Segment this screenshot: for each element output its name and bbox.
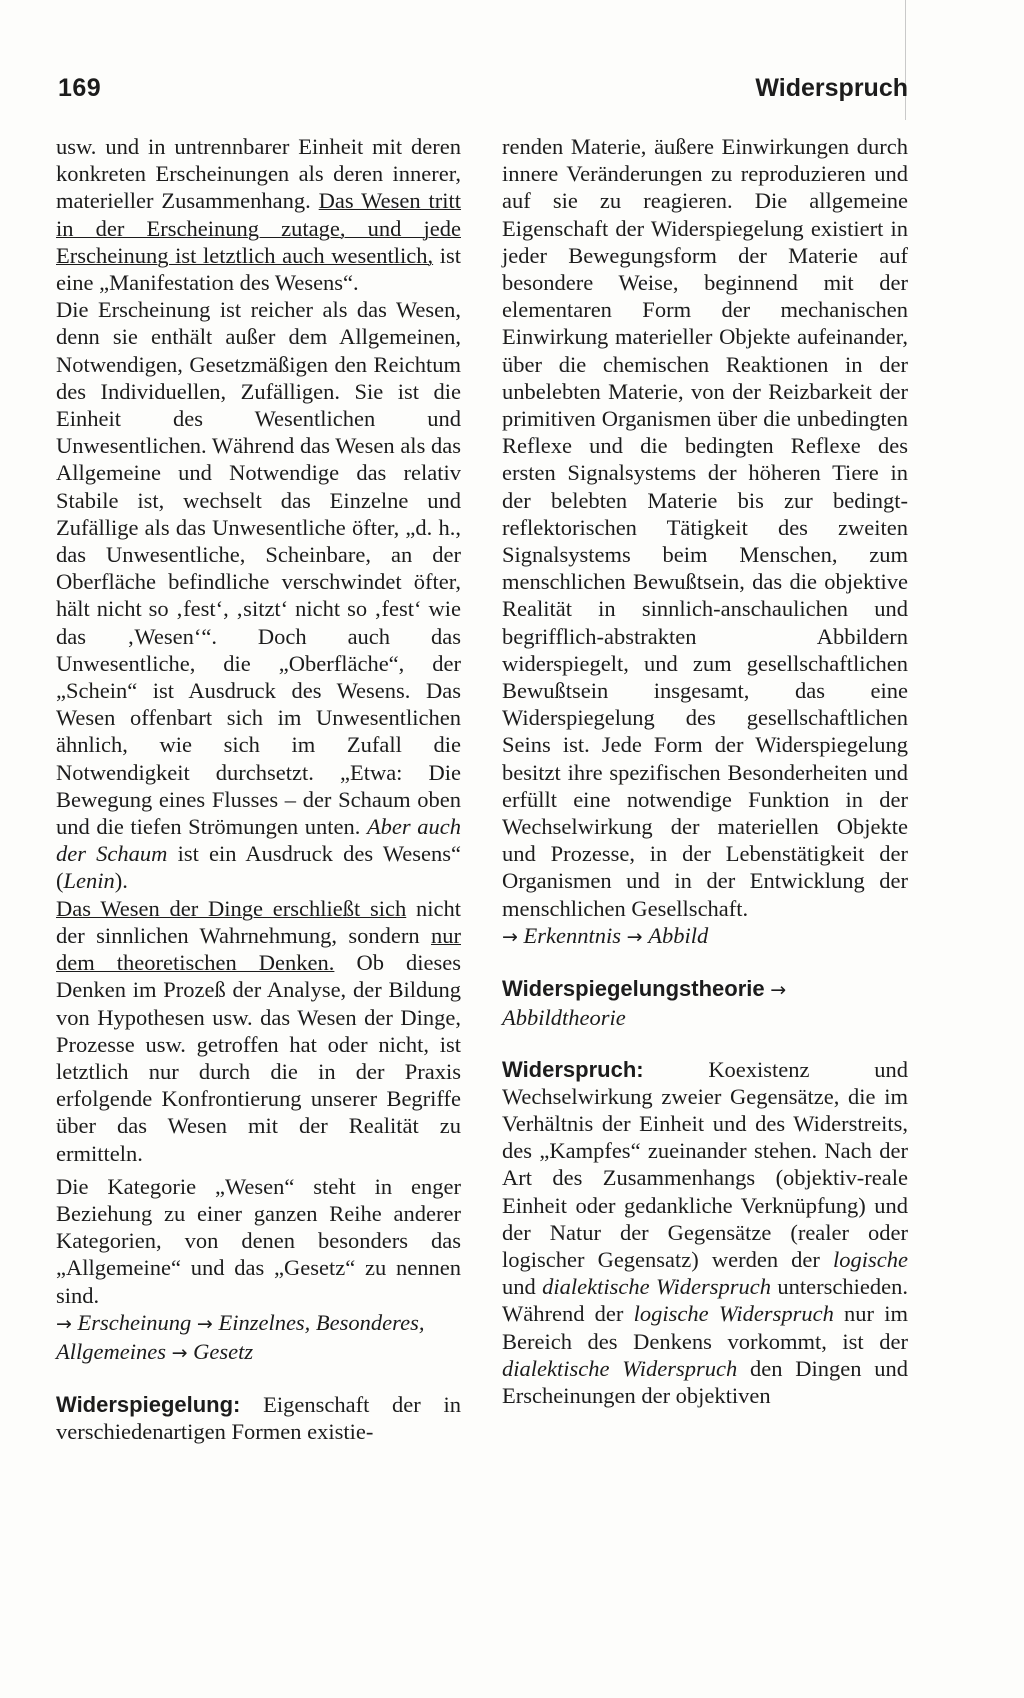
entry-term: Widerspiegelungstheorie <box>502 976 765 1002</box>
citation-source: Lenin <box>63 868 115 894</box>
paragraph <box>56 895 461 1167</box>
underlined-text: Das Wesen tritt in der Erscheinung zutage, und jede Erscheinung ist letztlich auch wesentlich, <box>56 188 462 268</box>
arrow-icon: → <box>196 1312 213 1335</box>
xref-link[interactable]: Erscheinung <box>77 1309 192 1335</box>
text: und <box>502 1274 536 1300</box>
cross-reference <box>502 922 908 951</box>
text: den Dingen und Erscheinungen der objektiven <box>502 1355 908 1408</box>
dictionary-entry <box>56 1391 461 1445</box>
page-number: 169 <box>58 74 102 102</box>
arrow-icon: → <box>770 979 787 1002</box>
text: nur im Bereich des Denkens vorkommt, ist der <box>502 1301 909 1354</box>
arrow-icon: → <box>56 1312 72 1335</box>
xref-link[interactable]: Abbild <box>648 922 709 948</box>
underlined-text: Das Wesen der Dinge erschließt sich <box>56 895 407 921</box>
xref-link[interactable]: Erkenntnis <box>523 922 622 948</box>
xref-link[interactable]: Einzelnes, Besonderes, Allgemeines <box>56 1309 425 1364</box>
text: renden Materie, äußere Einwirkungen durch innere Veränderungen zu reproduzieren und auf sie zu reagieren. Die allgemeine Eigenschaft der Widerspiegelung existiert in jeder Bewegungsform der Materie auf besondere Weise, beginnend mit der elementaren Form der mechanischen Einwirkung materieller Objekte aufeinander, über die chemischen Reaktionen in der unbelebten Materie, von der Reizbarkeit der primitiven Organismen über die unbedingten Reflexe und die bedingten Reflexe des ersten Signalsystems der höheren Tiere in der belebten Materie bis zur bedingt-reflektorischen Tätigkeit des zweiten Signalsystems beim Menschen, zum menschlichen Bewußtsein, das die objektive Realität in sinnlich-anschaulichen und begrifflich-abstrakten Abbildern widerspiegelt, und zum gesellschaftlichen Bewußtsein insgesamt, das eine Widerspiegelung des gesellschaftlichen Seins ist. Jede Form der Widerspiegelung besitzt ihre spezifischen Besonderheiten und erfüllt eine notwendige Funktion in der Wechselwirkung der materiellen Objekte und Prozesse, in der Lebenstätigkeit der Organismen und in der Entwicklung der menschlichen Gesellschaft. <box>502 134 908 921</box>
text: Die Erscheinung ist reicher als das Wesen, denn sie enthält außer dem Allgemeinen, Notwendigen, Gesetzmäßigen den Reichtum des Individuellen, Zufälligen. Sie ist die Einheit des Wesentlichen und Unwesentlichen. Während das Wesen als das Allgemeine und Notwendige das relativ Stabile ist, wechselt das Einzelne und Zufällige als das Unwesentliche öfter, „d. h., das Unwesentliche, Scheinbare, an der Oberfläche befindliche verschwindet öfter, hält nicht so ‚fest‘, ‚sitzt‘ nicht so ‚fest‘ wie das ‚Wesen‘“. Doch auch das Unwesentliche, die „Oberfläche“, der „Schein“ ist Ausdruck des Wesens. Das Wesen offenbart sich im Unwesentlichen ähnlich, wie sich im Zufall die Notwendigkeit durchsetzt. „Etwa: Die Bewegung eines Flusses – der Schaum oben und die tiefen Strömungen unten. <box>56 297 461 840</box>
italic-text: dialektische Widerspruch <box>542 1274 772 1300</box>
cross-reference <box>56 1309 461 1367</box>
xref-link[interactable]: Abbildtheorie <box>502 1005 626 1031</box>
text: usw. und in untrennbarer Einheit mit deren konkreten Erscheinungen als deren innerer, materieller Zusammenhang. <box>56 134 461 214</box>
text: Koexistenz und Wechselwirkung zweier Gegensätze, die im Verhältnis der Einheit und des Widerstreits, des „Kampfes“ zueinander stehen. Nach der Art des Zusammenhangs (objektiv-reale Einheit oder gedankliche Verknüpfung) und der Natur der Gegensätze (realer oder logischer Gegensatz) werden der <box>502 1056 908 1272</box>
entry-term: Widerspruch: <box>502 1056 644 1082</box>
dictionary-entry <box>502 975 908 1031</box>
paragraph <box>502 133 908 922</box>
paragraph <box>56 133 461 296</box>
arrow-icon: → <box>171 1341 188 1364</box>
dictionary-entry <box>502 1056 908 1410</box>
text: ist ein Ausdruck des Wesens“ <box>177 841 461 867</box>
italic-text: dialektische Widerspruch <box>502 1355 738 1381</box>
text: Eigenschaft der in verschiedenartigen Formen existie- <box>56 1392 462 1445</box>
text: Die Kategorie „Wesen“ steht in enger Beziehung zu einer ganzen Reihe anderer Kategorien, von denen besonders das „Allgemeine“ und das „Gesetz“ zu nennen sind. <box>56 1173 461 1308</box>
text: ist eine „Manifestation des Wesens“. <box>56 242 462 296</box>
xref-link[interactable]: Gesetz <box>193 1338 254 1364</box>
underlined-text: nur dem theoretischen Denken. <box>56 922 461 976</box>
page-header <box>56 74 908 110</box>
arrow-icon: → <box>626 925 643 948</box>
text: unterschieden. Während der <box>502 1274 908 1327</box>
arrow-icon: → <box>502 925 518 948</box>
italic-text: logische <box>833 1246 908 1272</box>
entry-term: Widerspiegelung: <box>56 1392 241 1418</box>
italic-text: logische Widerspruch <box>633 1301 834 1327</box>
paragraph: Die Erscheinung ist reicher als das Wesen, denn sie enthält außer dem Allgemeinen, Notwendigen, Gesetzmäßigen den Reichtum des Individuellen, Zufälligen. Sie ist die Einheit des Wesentlichen und Unwesentlichen. Während das Wesen als das Allgemeine und Notwendige das relativ Stabile ist, wechselt das Einzelne und Zufällige als das Unwesentliche öfter, „d. h., das Unwesentliche, Scheinbare, an der Oberfläche befindliche verschwindet öfter, hält nicht so ‚fest‘, ‚sitzt‘ nicht so ‚fest‘ wie das ‚Wesen‘“. Doch auch das Unwesentliche, die „Oberfläche“, der „Schein“ ist Ausdruck des Wesens. Das Wesen offenbart sich im Unwesentlichen ähnlich, wie sich im Zufall die Notwendigkeit durchsetzt. „Etwa: Die Bewegung eines Flusses – der Schaum oben und die tiefen Strömungen unten. Aber auch der Schaum ist ein Ausdruck des Wesens“ (Lenin). <box>56 297 461 894</box>
left-column <box>56 133 461 1446</box>
running-head: Widerspruch <box>755 74 908 102</box>
text: Ob dieses Denken im Prozeß der Analyse, der Bildung von Hypothesen usw. das Wesen der Dinge, Prozesse usw. getroffen hat oder nicht, ist letztlich nur durch die in der Praxis erfolgende Konfrontierung unserer Begriffe über das Wesen mit der Realität zu ermitteln. <box>56 950 461 1166</box>
italic-text: Aber auch der Schaum <box>56 814 461 867</box>
text: nicht der sinnlichen Wahrnehmung, sondern <box>56 895 462 948</box>
right-column <box>502 133 908 1409</box>
paragraph <box>56 1173 461 1309</box>
